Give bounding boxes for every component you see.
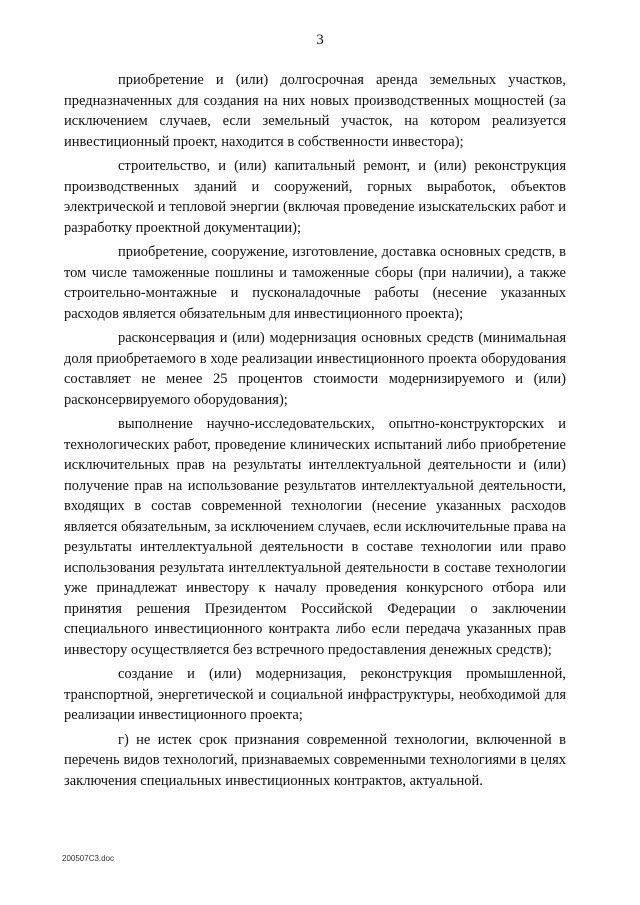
- paragraph-modernization: расконсервация и (или) модернизация основных средств (минимальная доля приобретаемого в ходе реализации инвестиционного проекта оборудования составляет не менее 25 процентов стоимости модернизируемого и (или) расконсервируемого оборудования);: [64, 330, 566, 408]
- paragraph-infrastructure: создание и (или) модернизация, реконструкция промышленной, транспортной, энергетической и социальной инфраструктуры, необходимой для реализации инвестиционного проекта;: [64, 666, 566, 723]
- document-body: [64, 70, 566, 795]
- paragraph-research-works: выполнение научно-исследовательских, опытно-конструкторских и технологических работ, проведение клинических испытаний либо приобретение исключительных прав на результаты интеллектуальной деятельности и (или) получение прав на использование результатов интеллектуальной деятельности, входящих в состав современной технологии (несение указанных расходов является обязательным, за исключением случаев, если исключительные права на результаты интеллектуальной деятельности в составе технологии или право использования результата интеллектуальной деятельности в составе технологии уже принадлежат инвестору к началу проведения конкурсного отбора или принятия решения Президентом Российской Федерации о заключении специального инвестиционного контракта либо если передача указанных прав инвестору осуществляется без встречного предоставления денежных средств);: [64, 416, 566, 658]
- file-name-footer: 200507C3.doc: [62, 854, 115, 863]
- paragraph-fixed-assets: приобретение, сооружение, изготовление, доставка основных средств, в том числе таможенные пошлины и таможенные сборы (при наличии), а также строительно-монтажные и пусконаладочные работы (несение указанных расходов является обязательным для инвестиционного проекта);: [64, 244, 566, 322]
- paragraph-construction: строительство, и (или) капитальный ремонт, и (или) реконструкция производственных зданий и сооружений, горных выработок, объектов электрической и тепловой энергии (включая проведение изыскательских работ и разработку проектной документации);: [64, 158, 566, 236]
- page-number: 3: [316, 32, 324, 48]
- paragraph-land-acquisition: приобретение и (или) долгосрочная аренда земельных участков, предназначенных для создания на них новых производственных мощностей (за исключением случаев, если земельный участок, на котором реализуется инвестиционный проект, находится в собственности инвестора);: [64, 72, 566, 150]
- paragraph-technology-term: г) не истек срок признания современной технологии, включенной в перечень видов технологий, признаваемых современными технологиями в целях заключения специальных инвестиционных контрактов, актуальной.: [64, 731, 566, 789]
